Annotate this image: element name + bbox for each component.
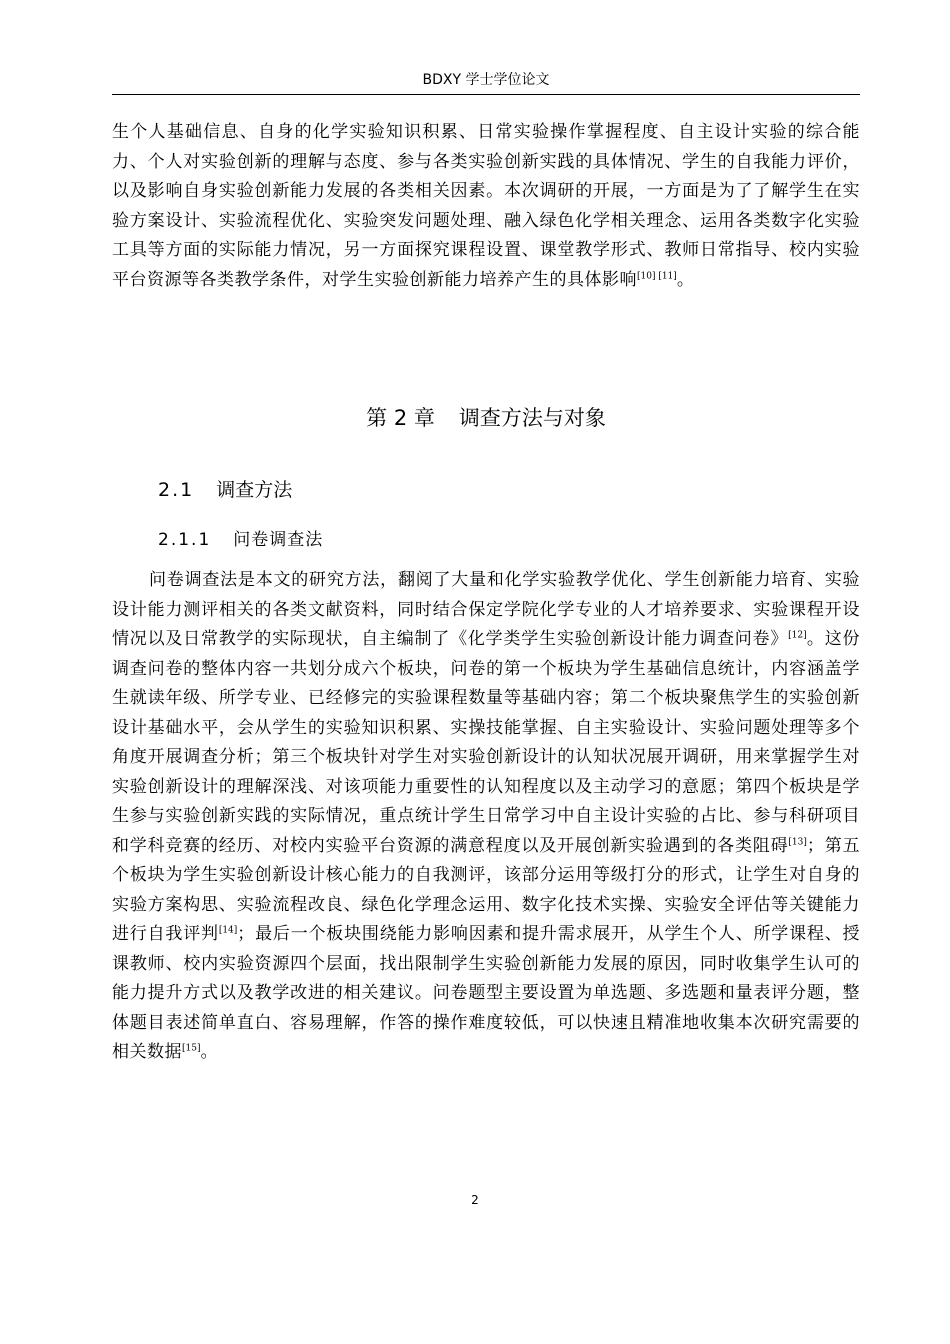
intro-tail: 。 [676, 269, 695, 290]
citation-14: [14] [218, 925, 238, 936]
chapter-title: 调查方法与对象 [458, 406, 606, 430]
subsection-heading [158, 527, 323, 553]
citation-10-11: [10] [11] [637, 270, 677, 281]
intro-text: 生个人基础信息、自身的化学实验知识积累、日常实验操作掌握程度、自主设计实验的综合能力、个人对实验创新的理解与态度、参与各类实验创新实践的具体情况、学生的自我能力评价，以及影响自身实验创新能力发展的各类相关因素。本次调研的开展，一方面是为了了解学生在实验方案设计、实验流程优化、实验突发问题处理、融入绿色化学相关理念、运用各类数字化实验工具等方面的实际能力情况，另一方面探究课程设置、课堂教学形式、教师日常指导、校内实验平台资源等各类教学条件，对学生实验创新能力培养产生的具体影响 [112, 122, 860, 290]
body-text-3: ；第五个板块为学生实验创新设计核心能力的自我测评，该部分运用等级打分的形式，让学生对自身的实验方案构思、实验流程改良、绿色化学理念运用、数字化技术实操、实验安全评估等关键能力进行自我评判 [112, 835, 861, 944]
section-number: 2.1 [158, 479, 195, 501]
chapter-number: 第 2 章 [366, 406, 435, 430]
chapter-heading [112, 402, 860, 434]
citation-12: [12] [788, 630, 807, 641]
body-text-1: 问卷调查法是本文的研究方法，翻阅了大量和化学实验教学优化、学生创新能力培育、实验设计能力测评相关的各类文献资料，同时结合保定学院化学专业的人才培养要求、实验课程开设情况以及日常教学的实际现状，自主编制了《化学类学生实验创新设计能力调查问卷》 [112, 570, 860, 649]
body-text-4: ；最后一个板块围绕能力影响因素和提升需求展开，从学生个人、所学课程、授课教师、校内实验资源四个层面，找出限制学生实验创新能力发展的原因，同时收集学生认可的能力提升方式以及教学改进的相关建议。问卷题型主要设置为单选题、多选题和量表评分题，整体题目表述简单直白、容易理解，作答的操作难度较低，可以快速且精准地收集本次研究需要的相关数据 [112, 924, 861, 1062]
section-title: 调查方法 [216, 479, 293, 501]
header-title: BDXY 学士学位论文 [422, 72, 550, 88]
subsection-title: 问卷调查法 [233, 530, 324, 550]
subsection-number: 2.1.1 [158, 530, 212, 550]
page-number: 2 [471, 1193, 479, 1207]
body-text-2: 。这份调查问卷的整体内容一共划分成六个板块，问卷的第一个板块为学生基础信息统计，内容涵盖学生就读年级、所学专业、已经修完的实验课程数量等基础内容；第二个板块聚焦学生的实验创新设计基础水平，会从学生的实验知识积累、实操技能掌握、自主实验设计、实验问题处理等多个角度开展调查分析；第三个板块针对学生对实验创新设计的认知状况展开调研，用来掌握学生对实验创新设计的理解深浅、对该项能力重要性的认知程度以及主动学习的意愿；第四个板块是学生参与实验创新实践的实际情况，重点统计学生日常学习中自主设计实验的占比、参与科研项目和学科竞赛的经历、对校内实验平台资源的满意程度以及开展创新实验遇到的各类阻碍 [112, 629, 861, 856]
section-heading [158, 476, 292, 504]
running-header [112, 70, 860, 95]
body-text-5: 。 [200, 1042, 218, 1062]
citation-13: [13] [788, 836, 807, 847]
intro-paragraph [112, 118, 860, 295]
citation-15: [15] [182, 1043, 201, 1054]
body-paragraph [112, 566, 860, 1068]
